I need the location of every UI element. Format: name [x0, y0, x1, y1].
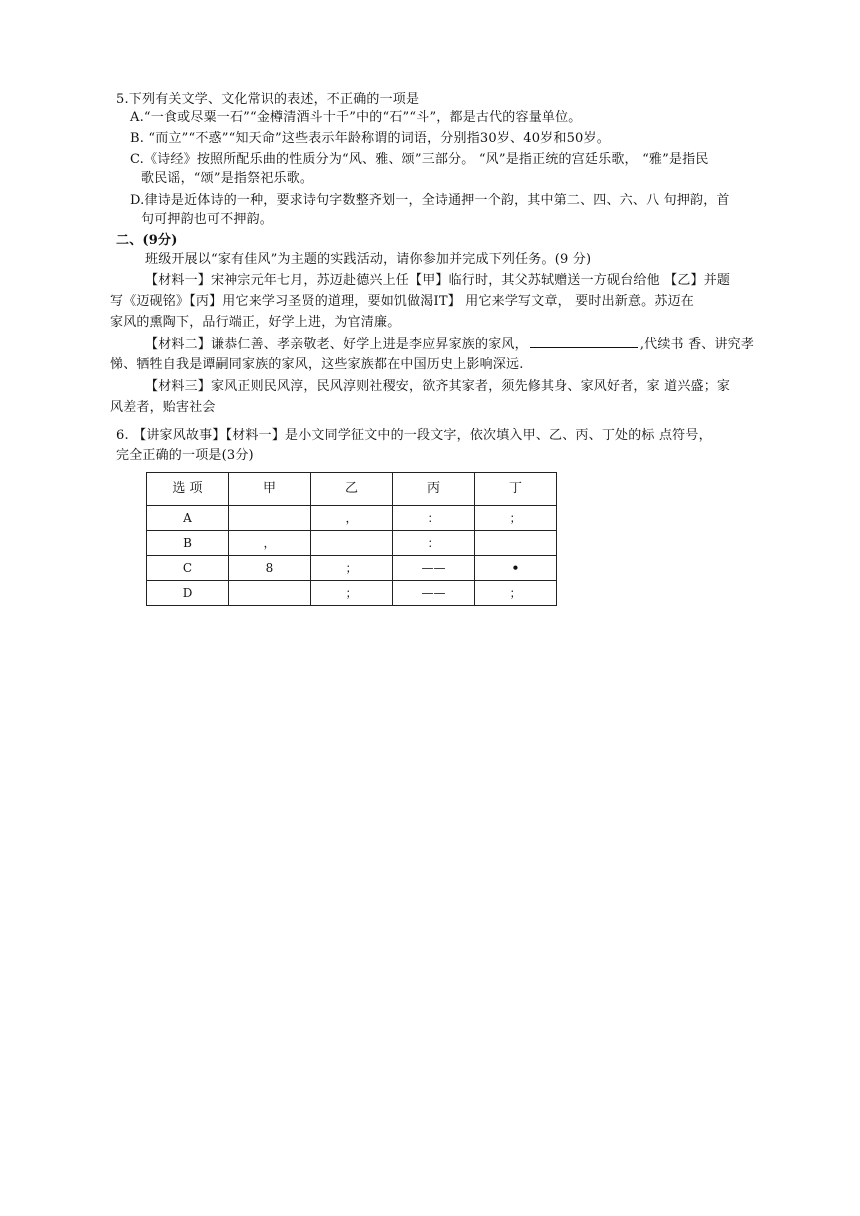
table-cell: ，	[229, 531, 311, 556]
section-2-heading: 二、(9分)	[116, 233, 178, 248]
table-cell: ；	[311, 556, 393, 581]
header-yi: 乙	[311, 473, 393, 506]
table-row	[147, 581, 557, 606]
material-2-line1-tail: ,代续书 香、讲究孝	[639, 337, 755, 352]
table-cell: 8	[229, 556, 311, 581]
table-cell: ：	[393, 506, 475, 531]
question-5-option-d-line1: D.律诗是近体诗的一种，要求诗句字数整齐划一，全诗通押一个韵，其中第二、四、六、八 句押韵，首	[130, 193, 730, 208]
table-cell: ；	[475, 506, 557, 531]
material-1-line2: 写《迈砚铭》【丙】用它来学习圣贤的道理，要如饥做渴IT】 用它来学写文章， 要时出新意。苏迈在	[110, 294, 694, 309]
material-2-line1-text: 【材料二】谦恭仁善、孝亲敬老、好学上进是李应昇家族的家风，	[145, 337, 528, 352]
header-option: 选 项	[147, 473, 229, 506]
material-1-line3: 家风的熏陶下，品行端正，好学上进，为官清廉。	[110, 315, 401, 330]
table-row	[147, 531, 557, 556]
question-5-stem: 5.下列有关文学、文化常识的表述，不正确的一项是	[116, 92, 420, 107]
option-label: A	[147, 506, 229, 531]
header-jia: 甲	[229, 473, 311, 506]
question-6-line2: 完全正确的一项是(3分)	[116, 448, 254, 463]
material-3-line2: 风差者，贻害社会	[110, 400, 216, 415]
table-cell	[229, 506, 311, 531]
table-cell: ；	[475, 581, 557, 606]
material-1-line1: 【材料一】宋神宗元年七月，苏迈赴德兴上任【甲】临行时，其父苏轼赠送一方砚台给他 【乙】并题	[145, 273, 731, 288]
table-cell	[229, 581, 311, 606]
header-ding: 丁	[475, 473, 557, 506]
table-cell: ——	[393, 581, 475, 606]
table-header-row	[147, 473, 557, 506]
table-row	[147, 556, 557, 581]
question-6-line1: 6. 【讲家风故事】【材料一】是小文同学征文中的一段文字，依次填入甲、乙、丙、丁处的标 点符号，	[116, 428, 712, 443]
option-label: B	[147, 531, 229, 556]
table-cell: ，	[311, 506, 393, 531]
material-3-line1: 【材料三】家风正则民风淳，民风淳则社稷安，欲齐其家者，须先修其身、家风好者，家 道兴盛；家	[145, 379, 731, 394]
table-cell: ——	[393, 556, 475, 581]
table-cell: ；	[311, 581, 393, 606]
fill-in-blank[interactable]	[530, 334, 638, 348]
table-cell	[311, 531, 393, 556]
question-5-option-b: B. “而立”“不惑”“知天命”这些表示年龄称谓的词语，分别指30岁、40岁和50岁。	[130, 131, 610, 146]
material-2-line1	[145, 334, 754, 355]
material-2-line2: 悌、牺牲自我是谭嗣同家族的家风，这些家族都在中国历史上影响深远.	[110, 357, 524, 372]
question-5-option-c-line1: C.《诗经》按照所配乐曲的性质分为“风、雅、颂”三部分。 “风”是指正统的宫廷乐歌， “雅”是指民	[130, 152, 709, 167]
table-cell	[475, 531, 557, 556]
option-label: D	[147, 581, 229, 606]
question-5-option-a: A.“一食或尽粟一石”“金樽清酒斗十千”中的“石”“斗”，都是古代的容量单位。	[130, 110, 582, 125]
section-2-intro: 班级开展以“家有佳风”为主题的实践活动，请你参加并完成下列任务。(9 分)	[145, 252, 592, 267]
answer-options-table	[146, 472, 557, 606]
header-bing: 丙	[393, 473, 475, 506]
table-cell: •	[475, 556, 557, 581]
table-cell: ：	[393, 531, 475, 556]
question-5-option-c-line2: 歌民谣，“颂”是指祭祀乐歌。	[141, 171, 314, 186]
table-row	[147, 506, 557, 531]
question-5-option-d-line2: 句可押韵也可不押韵。	[141, 212, 274, 227]
option-label: C	[147, 556, 229, 581]
